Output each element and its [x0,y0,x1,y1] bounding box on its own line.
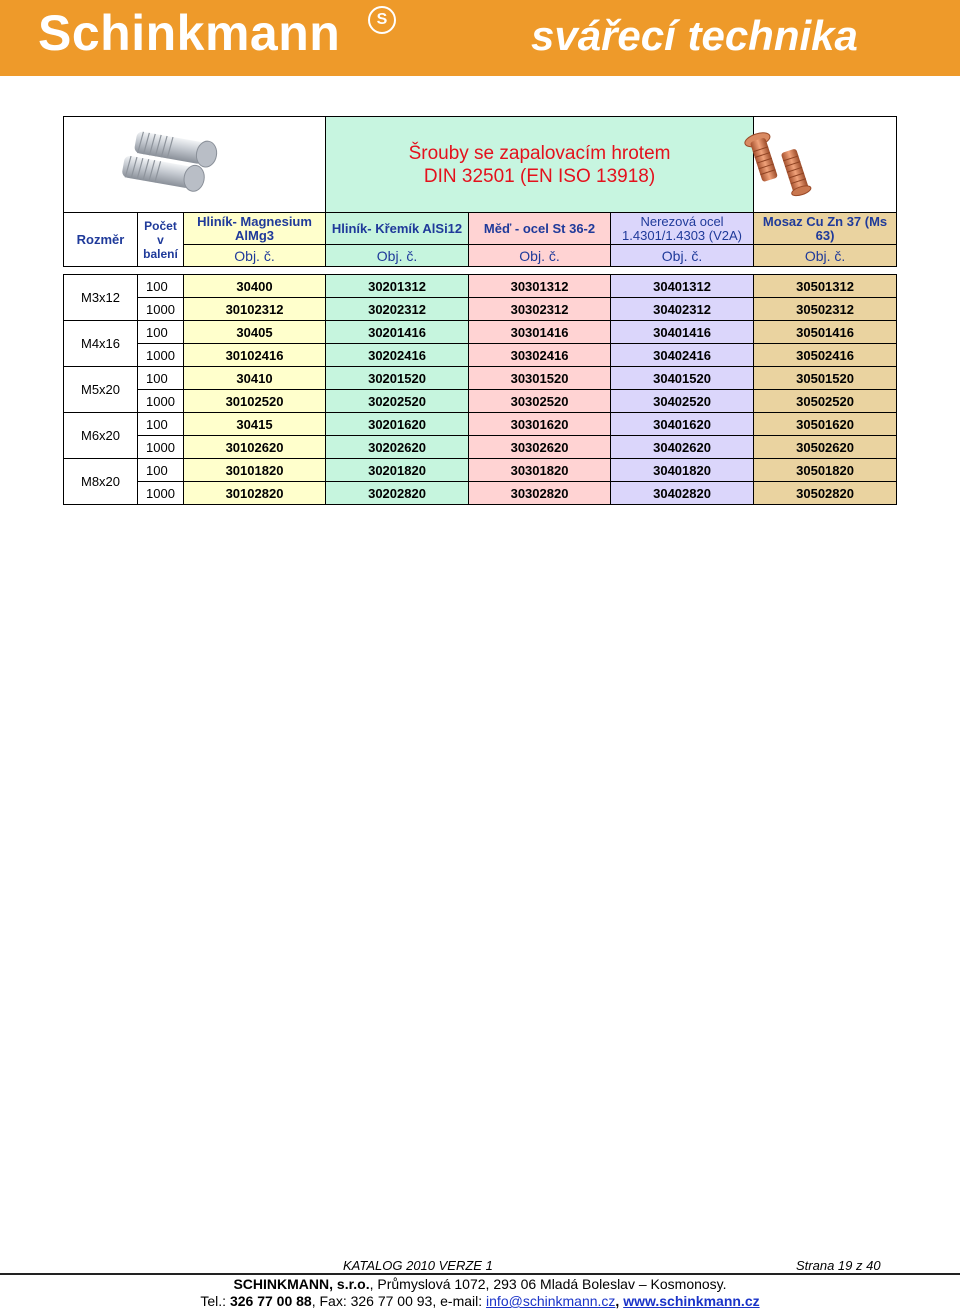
order-number-cell: 30401820 [611,459,754,482]
order-number-cell: 30410 [184,367,326,390]
size-cell: M4x16 [64,321,138,367]
fax-text: , Fax: 326 77 00 93, e-mail: [311,1293,487,1309]
order-number-cell: 30202620 [326,436,469,459]
order-number-cell: 30201520 [326,367,469,390]
order-number-cell: 30201416 [326,321,469,344]
order-number-cell: 30202416 [326,344,469,367]
material-header-almg3: Hliník- Magnesium AlMg3 [184,213,326,245]
order-number-cell: 30302416 [469,344,611,367]
qty-cell: 1000 [138,298,184,321]
table-row [64,413,897,436]
order-number-cell: 30401520 [611,367,754,390]
catalog-version: KATALOG 2010 VERZE 1 [343,1258,493,1273]
email-link[interactable]: info@schinkmann.cz [486,1293,616,1309]
order-number-cell: 30401312 [611,275,754,298]
table-row [64,459,897,482]
order-number-cell: 30501416 [754,321,897,344]
order-number-cell: 30101820 [184,459,326,482]
brand-name: Schinkmann [38,5,341,61]
table-row [64,390,897,413]
footer-divider [0,1273,960,1275]
qty-cell: 100 [138,275,184,298]
size-cell: M8x20 [64,459,138,505]
order-number-cell: 30102416 [184,344,326,367]
order-number-cell: 30501520 [754,367,897,390]
order-number-cell: 30201820 [326,459,469,482]
order-number-cell: 30502416 [754,344,897,367]
qty-cell: 100 [138,321,184,344]
title-line-1: Šrouby se zapalovacím hrotem [408,142,671,164]
company-name: SCHINKMANN, s.r.o. [233,1276,370,1292]
order-no-header: Obj. č. [611,245,754,267]
order-number-cell: 30405 [184,321,326,344]
order-number-cell: 30201312 [326,275,469,298]
order-number-cell: 30102820 [184,482,326,505]
qty-cell: 100 [138,459,184,482]
comma-separator: , [615,1293,624,1309]
table-row [64,482,897,505]
order-number-cell: 30302820 [469,482,611,505]
size-cell: M6x20 [64,413,138,459]
order-number-cell: 30302620 [469,436,611,459]
order-number-cell: 30301820 [469,459,611,482]
qty-cell: 1000 [138,390,184,413]
order-number-cell: 30301312 [469,275,611,298]
order-number-cell: 30302520 [469,390,611,413]
order-no-header: Obj. č. [469,245,611,267]
aluminium-stud-icon [118,128,234,204]
phone-number: 326 77 00 88 [229,1293,312,1309]
footer-contact [0,1293,960,1309]
order-number-cell: 30502820 [754,482,897,505]
size-header: Rozměr [64,213,138,267]
order-number-cell: 30501820 [754,459,897,482]
table-title [326,117,754,213]
company-address: , Průmyslová 1072, 293 06 Mladá Boleslav – Kosmonosy. [369,1276,727,1292]
table-row [64,298,897,321]
qty-cell: 100 [138,367,184,390]
order-number-cell: 30302312 [469,298,611,321]
website-link[interactable]: www.schinkmann.cz [623,1293,760,1309]
copper-stud-icon [744,124,816,204]
order-number-cell: 30402520 [611,390,754,413]
order-number-cell: 30502312 [754,298,897,321]
qty-cell: 1000 [138,436,184,459]
footer-address [0,1276,960,1292]
material-header-alsi12: Hliník- Křemík AlSi12 [326,213,469,245]
brand-tagline: svářecí technika [531,12,858,59]
order-number-cell: 30402820 [611,482,754,505]
order-number-cell: 30202520 [326,390,469,413]
order-number-cell: 30202312 [326,298,469,321]
page-number: Strana 19 z 40 [796,1258,881,1273]
material-header-stainless: Nerezová ocel 1.4301/1.4303 (V2A) [611,213,754,245]
page-header [0,0,960,76]
table-row [64,275,897,298]
order-number-cell: 30400 [184,275,326,298]
order-number-cell: 30401416 [611,321,754,344]
order-number-cell: 30401620 [611,413,754,436]
order-number-cell: 30201620 [326,413,469,436]
order-no-header: Obj. č. [326,245,469,267]
order-number-cell: 30402312 [611,298,754,321]
table-row [64,321,897,344]
material-header-copper-steel: Měď - ocel St 36-2 [469,213,611,245]
table-row [64,367,897,390]
order-number-cell: 30102520 [184,390,326,413]
order-number-cell: 30415 [184,413,326,436]
order-no-header: Obj. č. [754,245,897,267]
order-number-cell: 30301416 [469,321,611,344]
qty-cell: 1000 [138,344,184,367]
qty-header: Počet v balení [138,213,184,267]
order-number-cell: 30502620 [754,436,897,459]
order-number-cell: 30301520 [469,367,611,390]
order-no-header: Obj. č. [184,245,326,267]
order-number-cell: 30102312 [184,298,326,321]
order-number-cell: 30202820 [326,482,469,505]
table-row [64,436,897,459]
table-row [64,344,897,367]
material-header-brass: Mosaz Cu Zn 37 (Ms 63) [754,213,897,245]
qty-cell: 1000 [138,482,184,505]
order-number-cell: 30502520 [754,390,897,413]
tel-label: Tel.: [200,1293,230,1309]
title-line-2: DIN 32501 (EN ISO 13918) [423,165,656,187]
size-cell: M3x12 [64,275,138,321]
order-number-cell: 30102620 [184,436,326,459]
order-number-cell: 30301620 [469,413,611,436]
qty-cell: 100 [138,413,184,436]
service-mark-icon: S [368,6,396,34]
order-number-cell: 30402620 [611,436,754,459]
size-cell: M5x20 [64,367,138,413]
order-number-cell: 30501620 [754,413,897,436]
order-number-cell: 30501312 [754,275,897,298]
order-number-cell: 30402416 [611,344,754,367]
